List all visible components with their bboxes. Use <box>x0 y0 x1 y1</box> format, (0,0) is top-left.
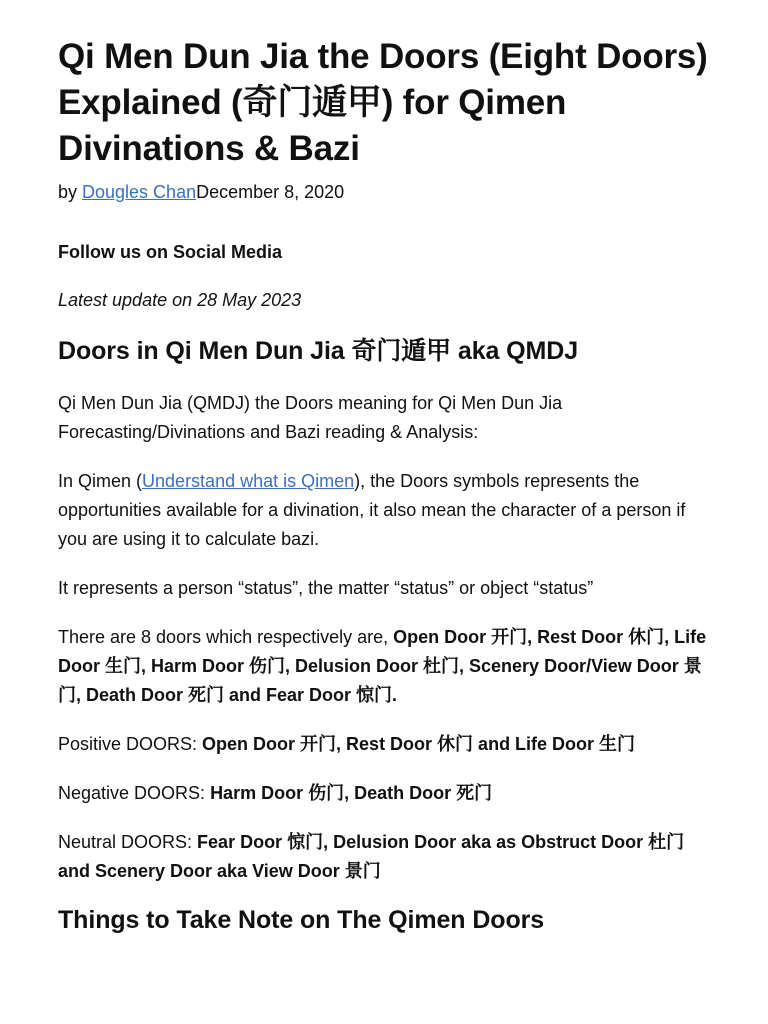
paragraph-qimen-post: ), the Doors symbols represents the opportunities available for a divination, it also mean the character of a person if you are using it to calculate bazi. <box>58 471 686 549</box>
paragraph-eight-doors <box>58 623 710 710</box>
paragraph-qimen-pre: In Qimen ( <box>58 471 143 491</box>
negative-list: Harm Door 伤门, Death Door 死门 <box>210 783 493 803</box>
paragraph-positive-doors <box>58 730 710 759</box>
paragraph-intro: Qi Men Dun Jia (QMDJ) the Doors meaning for Qi Men Dun Jia Forecasting/Divinations and Bazi reading & Analysis: <box>58 393 563 442</box>
latest-update: Latest update on 28 May 2023 <box>58 290 302 310</box>
article-title: Qi Men Dun Jia the Doors (Eight Doors) Explained (奇门遁甲) for Qimen Divinations & Bazi <box>58 37 708 168</box>
positive-list: Open Door 开门, Rest Door 休门 and Life Door 生门 <box>202 734 636 754</box>
section-heading-doors: Doors in Qi Men Dun Jia 奇门遁甲 aka QMDJ <box>58 337 578 365</box>
publish-date: December 8, 2020 <box>196 182 345 202</box>
negative-label: Negative DOORS: <box>58 783 211 803</box>
paragraph-neutral-doors <box>58 828 710 886</box>
paragraph-qimen <box>58 467 710 554</box>
eight-doors-list: Open Door 开门, Rest Door 休门, Life Door 生门, Harm Door 伤门, Delusion Door 杜门, Scenery Door/View Door 景门, Death Door 死门 and Fear Door 惊门. <box>58 627 707 705</box>
positive-label: Positive DOORS: <box>58 734 203 754</box>
neutral-list: Fear Door 惊门, Delusion Door aka as Obstruct Door 杜门 and Scenery Door aka View Door 景门 <box>58 832 685 881</box>
understand-qimen-link[interactable]: Understand what is Qimen <box>142 471 355 491</box>
author-link[interactable]: Dougles Chan <box>82 182 197 202</box>
eight-doors-pre: There are 8 doors which respectively are, <box>58 627 394 647</box>
section-body <box>58 389 710 886</box>
paragraph-negative-doors <box>58 779 710 808</box>
follow-social-heading: Follow us on Social Media <box>58 242 283 262</box>
byline-prefix: by <box>58 182 83 202</box>
byline <box>58 180 710 204</box>
paragraph-status: It represents a person “status”, the matter “status” or object “status” <box>58 578 594 598</box>
neutral-label: Neutral DOORS: <box>58 832 198 852</box>
section-heading-take-note: Things to Take Note on The Qimen Doors <box>58 906 545 934</box>
